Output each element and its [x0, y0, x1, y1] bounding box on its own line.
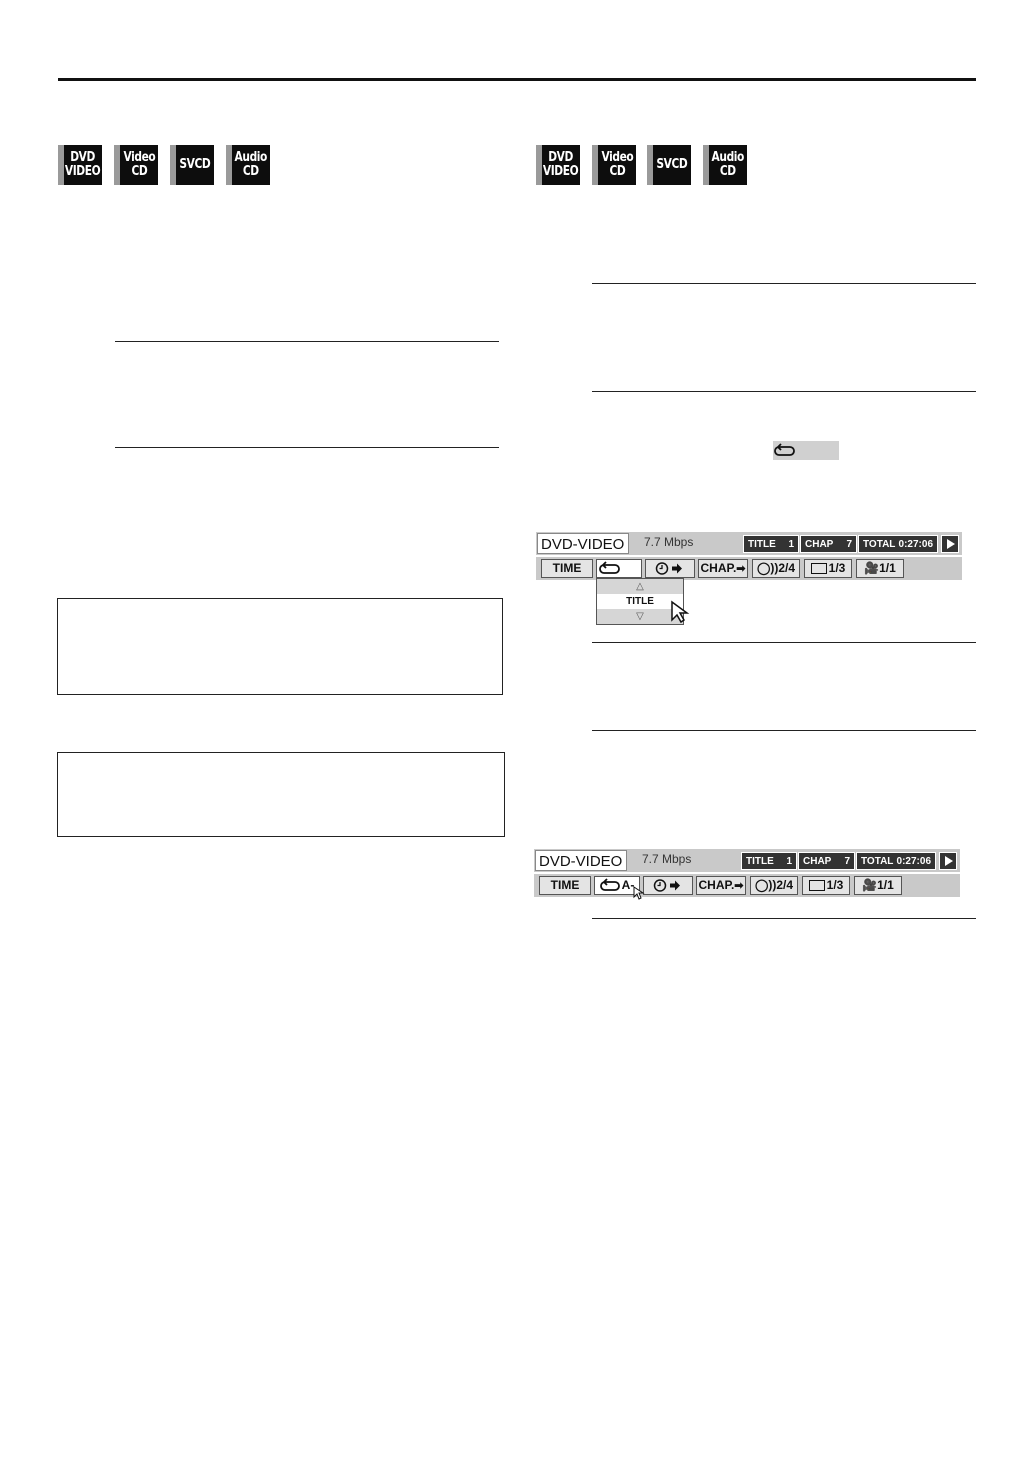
time-search-button[interactable]	[645, 559, 695, 578]
subtitle-icon	[811, 563, 827, 574]
total-label: TOTAL	[861, 856, 894, 867]
audio-icon: ◯))	[754, 878, 777, 892]
angle-button[interactable]	[854, 876, 902, 895]
bitrate-readout: 7.7 Mbps	[642, 852, 692, 866]
chapter-label: CHAP	[805, 539, 834, 550]
subtitle-value: 1/3	[826, 878, 844, 892]
video-cd-badge: Video CD	[592, 145, 636, 185]
camera-icon: 🎥	[864, 561, 880, 575]
repeat-icon	[773, 441, 797, 460]
chapter-readout	[798, 852, 855, 870]
audio-icon: ◯))	[756, 561, 779, 575]
osd-status-row	[536, 532, 962, 555]
chapter-search-button[interactable]	[698, 559, 748, 578]
step-divider	[592, 730, 976, 731]
video-cd-badge: Video CD	[114, 145, 158, 185]
clock-arrow-icon	[650, 560, 690, 577]
dropdown-selected-option[interactable]: TITLE	[626, 596, 654, 607]
repeat-icon	[598, 560, 624, 577]
header-rule	[58, 78, 976, 81]
audio-cd-badge: Audio CD	[226, 145, 270, 185]
arrow-right-icon: ➡	[734, 880, 744, 892]
camera-icon: 🎥	[862, 878, 878, 892]
audio-button[interactable]	[750, 876, 798, 895]
subtitle-button[interactable]	[802, 876, 850, 895]
play-icon	[941, 535, 959, 553]
step-divider	[592, 283, 976, 284]
pointer-cursor-icon	[670, 600, 692, 624]
clock-arrow-icon	[648, 877, 688, 894]
osd-function-row	[534, 874, 960, 897]
total-time-readout	[858, 535, 938, 553]
subtitle-icon	[809, 880, 825, 891]
step-divider	[592, 391, 976, 392]
note-box	[57, 598, 503, 695]
chapter-value: 7	[844, 856, 850, 867]
dvd-video-badge: DVD VIDEO	[536, 145, 580, 185]
chapter-search-label: CHAP.	[698, 878, 735, 892]
title-label: TITLE	[746, 856, 774, 867]
total-value: 0:27:06	[896, 856, 931, 867]
angle-value: 1/1	[877, 878, 894, 892]
step-divider	[592, 642, 976, 643]
step-divider	[115, 447, 499, 448]
svcd-badge: SVCD	[170, 145, 214, 185]
subtitle-button[interactable]	[804, 559, 852, 578]
audio-cd-badge: Audio CD	[703, 145, 747, 185]
audio-value: 2/4	[776, 878, 794, 892]
chapter-label: CHAP	[803, 856, 832, 867]
chapter-search-label: CHAP.	[700, 561, 737, 575]
svcd-badge: SVCD	[647, 145, 691, 185]
dropdown-down-arrow[interactable]: ▽	[597, 609, 683, 624]
time-search-button[interactable]	[643, 876, 693, 895]
title-readout	[741, 852, 797, 870]
pointer-cursor-icon	[633, 886, 645, 900]
play-icon	[939, 852, 957, 870]
chapter-search-button[interactable]	[696, 876, 746, 895]
dvd-video-badge: DVD VIDEO	[58, 145, 102, 185]
title-label: TITLE	[748, 539, 776, 550]
total-label: TOTAL	[863, 539, 896, 550]
audio-value: 2/4	[778, 561, 796, 575]
osd-bar	[534, 849, 960, 897]
osd-status-row	[534, 849, 960, 872]
disc-type-label: DVD-VIDEO	[535, 850, 627, 871]
angle-value: 1/1	[879, 561, 896, 575]
title-readout	[743, 535, 799, 553]
step-divider	[115, 341, 499, 342]
total-value: 0:27:06	[898, 539, 933, 550]
repeat-icon	[600, 877, 622, 894]
chapter-readout	[800, 535, 857, 553]
subtitle-value: 1/3	[828, 561, 846, 575]
audio-button[interactable]	[752, 559, 800, 578]
osd-bar	[536, 532, 962, 580]
chapter-value: 7	[846, 539, 852, 550]
time-button[interactable]: TIME	[541, 559, 593, 578]
title-value: 1	[788, 539, 794, 550]
osd-function-row	[536, 557, 962, 580]
dropdown-up-arrow[interactable]: △	[597, 579, 683, 594]
repeat-ab-label: A-	[621, 878, 635, 892]
time-button[interactable]: TIME	[539, 876, 591, 895]
title-value: 1	[786, 856, 792, 867]
disc-type-label: DVD-VIDEO	[537, 533, 629, 554]
arrow-right-icon: ➡	[736, 563, 746, 575]
repeat-indicator-chip	[773, 441, 839, 460]
bitrate-readout: 7.7 Mbps	[644, 535, 694, 549]
angle-button[interactable]	[856, 559, 904, 578]
total-time-readout	[856, 852, 936, 870]
repeat-button[interactable]	[596, 559, 642, 578]
note-box	[57, 752, 505, 837]
step-divider	[592, 918, 976, 919]
